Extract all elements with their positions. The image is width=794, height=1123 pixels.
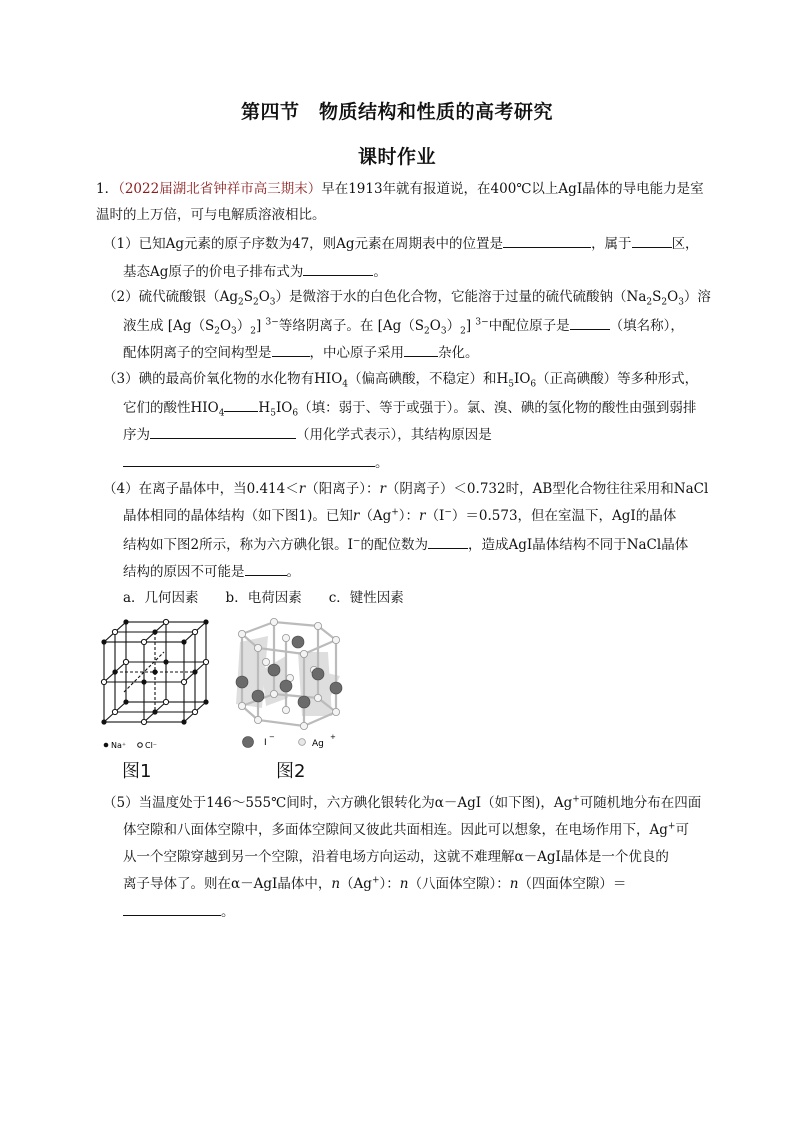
part-1-line-2: 基态Ag原子的价电子排布式为 。 bbox=[123, 261, 387, 282]
part-2-line-3: 配体阴离子的空间构型是 ，中心原子采用 杂化。 bbox=[123, 342, 479, 363]
page-title: 第四节 物质结构和性质的高考研究 bbox=[240, 101, 553, 123]
part-2-line-2: 液生成 $[Ag(S_2O_3)_2]$ $^{3-}$等络阴离子。在 $[Ag(S_2O_3)_2]$ $^{3-}$中配位原子是 （填名称）， bbox=[123, 315, 684, 336]
question-source: （2022届湖北省钟祥市高三期末） bbox=[118, 181, 322, 197]
part-3-line-1: （3）碘的最高价氧化物的水化物有$HIO_4$（偏高碘酸，不稳定）和$H_5IO_6$（正高碘酸）等多种形式， bbox=[103, 371, 699, 390]
figure-1-nacl-lattice bbox=[96, 612, 216, 752]
part-4-line-2: 晶体相同的晶体结构（如下图1)。已知r（Ag+）：r（I−）＝0.573，但在室温下，AgI的晶体 bbox=[123, 507, 677, 524]
figure-2-agi-hexagonal bbox=[228, 612, 353, 752]
part-5-line-3: 从一个空隙穿越到另一个空隙，沿着电场方向运动，这就不难理解α－AgI晶体是一个优良的 bbox=[123, 849, 669, 865]
svg-text:Na⁺: Na⁺ bbox=[111, 741, 127, 750]
part-4-line-3: 结构如下图2所示，称为六方碘化银。I−的配位数为 ，造成AgI晶体结构不同于NaCl晶体 bbox=[123, 534, 688, 555]
part-5-line-2: 体空隙和八面体空隙中，多面体空隙间又彼此共面相连。因此可以想象，在电场作用下，Ag+可 bbox=[123, 821, 689, 838]
answer-blank-acidity[interactable] bbox=[224, 397, 258, 412]
svg-text:−: − bbox=[269, 733, 275, 741]
question-1-intro-line-1: 1．（2022届湖北省钟祥市高三期末）早在1913年就有报道说，在400℃以上AgI晶体的导电能力是室 bbox=[96, 181, 704, 197]
answer-blank-geometry[interactable] bbox=[272, 342, 310, 357]
part-4-options: a．几何因素 b．电荷因素 c．键性因素 bbox=[123, 590, 404, 606]
answer-blank-valence-config[interactable] bbox=[303, 261, 373, 276]
part-1-line-1: （1）已知Ag元素的原子序数为47，则Ag元素在周期表中的位置是 ，属于 区， bbox=[103, 233, 699, 254]
part-2-line-1: （2）硫代硫酸银$(Ag_2S_2O_3)$是微溶于水的白色化合物，它能溶于过量的硫代硫酸钠$(Na_2S_2O_3)$溶 bbox=[103, 289, 711, 308]
question-1-intro-line-2: 温时的上万倍，可与电解质溶液相比。 bbox=[96, 207, 326, 223]
part-5-line-1: （5）当温度处于146～555℃间时，六方碘化银转化为α－AgI（如下图)，Ag+可随机地分布在四面 bbox=[103, 794, 702, 811]
page-subtitle: 课时作业 bbox=[357, 146, 436, 168]
part-4-line-4: 结构的原因不可能是 。 bbox=[123, 561, 300, 582]
figure-2-label: 图2 bbox=[276, 761, 306, 782]
part-5-line-4: 离子导体了。则在α－AgI晶体中，n（Ag+）：n（八面体空隙）：n（四面体空隙）＝ bbox=[123, 875, 627, 892]
part-3-line-2: 它们的酸性$HIO_4$ $H_5IO_6$（填：弱于、等于或强于）。氯、溴、碘的氢化物的酸性由强到弱排 bbox=[123, 397, 696, 418]
answer-blank-cause[interactable] bbox=[245, 561, 287, 576]
answer-blank-block[interactable] bbox=[632, 233, 672, 248]
answer-blank-hybridization[interactable] bbox=[404, 342, 438, 357]
answer-blank-acid-order[interactable] bbox=[150, 424, 296, 439]
svg-text:Cl⁻: Cl⁻ bbox=[145, 741, 158, 750]
answer-blank-ratio[interactable] bbox=[123, 901, 221, 916]
figure-1-label: 图1 bbox=[122, 761, 152, 782]
svg-text:+: + bbox=[330, 733, 336, 741]
part-3-line-3: 序为 （用化学式表示），其结构原因是 bbox=[123, 424, 492, 445]
svg-text:Ag: Ag bbox=[312, 739, 324, 749]
answer-blank-coordinating-atom[interactable] bbox=[570, 315, 610, 330]
part-4-line-1: （4）在离子晶体中，当0.414＜r（阳离子）：r（阴离子）＜0.732时，AB型化合物往往采用和NaCl bbox=[103, 481, 709, 497]
answer-blank-coordination-number[interactable] bbox=[428, 534, 468, 549]
answer-blank-position[interactable] bbox=[503, 233, 591, 248]
part-5-line-5: 。 bbox=[123, 901, 235, 922]
svg-text:I: I bbox=[264, 738, 267, 748]
part-3-line-4: 。 bbox=[123, 452, 389, 473]
question-number: 1． bbox=[96, 181, 119, 197]
answer-blank-structural-reason[interactable] bbox=[123, 452, 375, 467]
